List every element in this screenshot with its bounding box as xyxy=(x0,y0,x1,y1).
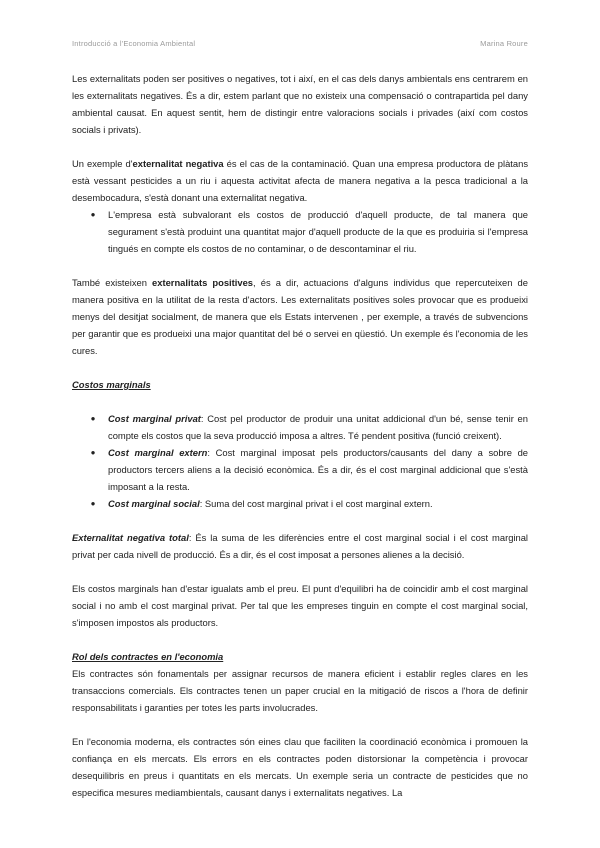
header-author: Marina Roure xyxy=(480,39,528,48)
document-body xyxy=(72,70,528,801)
negative-externality-list xyxy=(72,206,528,257)
paragraph-total-negative-externality: Externalitat negativa total: És la suma de les diferències entre el cost marginal social i el cost marginal privat per cada nivell de producció. És a dir, és el cost imposat a persones alienes a la decisió. xyxy=(72,532,528,560)
bullet-icon: ● xyxy=(90,414,96,423)
bullet-icon: ● xyxy=(90,499,96,508)
section-heading-rol-contractes: Rol dels contractes en l'economia xyxy=(72,651,224,662)
term-externalitats-positives: externalitats positives xyxy=(152,277,254,288)
paragraph-externalities-intro: Les externalitats poden ser positives o negatives, tot i així, en el cas dels danys ambientals ens centrarem en les externalitats negatives. És a dir, estem parlant que no existeix una compensació o contrapartida pel dany ambiental causat. En aquest sentit, hem de distingir entre valoracions socials i privades (així com costos socials i privats). xyxy=(72,73,528,135)
bullet-icon: ● xyxy=(90,448,96,457)
list-item: ● L'empresa està subvalorant els costos de producció d'aquell producte, de tal manera que segurament s'està produint una quantitat major d'aquell producte de la que es produiria si l'empresa tingués en compte els costos de no contaminar, o de descontaminar el riu. xyxy=(108,206,528,257)
term-externalitat-negativa: externalitat negativa xyxy=(132,158,224,169)
header-course-title: Introducció a l'Economia Ambiental xyxy=(72,39,196,48)
section-heading-costos-marginals: Costos marginals xyxy=(72,379,151,390)
list-item: ● Cost marginal social: Suma del cost marginal privat i el cost marginal extern. xyxy=(108,495,528,512)
paragraph-marginal-costs-equilibrium: Els costos marginals han d'estar igualats amb el preu. El punt d'equilibri ha de coincidir amb el cost marginal social i no amb el cost marginal privat. Per tal que les empreses tinguin en compte el cost marginal social, s'imposen impostos als productors. xyxy=(72,583,528,628)
paragraph-negative-externality: Un exemple d'externalitat negativa és el cas de la contaminació. Quan una empresa productora de plàtans està vessant pesticides a un riu i aquesta activitat afecta de manera negativa a la pesca tradicional a la desembocadura, s'està donant una externalitat negativa. xyxy=(72,158,529,203)
paragraph-contracts-role: Els contractes són fonamentals per assignar recursos de manera eficient i establir regles clares en les transaccions comercials. Els contractes tenen un paper crucial en la mitigació de riscos a l'hora de definir responsabilitats i garanties per totes les parts involucrades. xyxy=(72,668,528,713)
paragraph-positive-externality: També existeixen externalitats positives, és a dir, actuacions d'alguns individus que repercuteixen de manera positiva en la utilitat de la resta d'actors. Les externalitats positives soles provocar que es produeixi menys del desitjat socialment, de manera que els Estats intervenen , per exemple, a través de subvencions per garantir que es produeixi una major quantitat del bé o servei en qüestió. Un exemple és l'economia de les cures. xyxy=(72,277,528,356)
list-item: ● Cost marginal privat: Cost pel productor de produir una unitat addicional d'un bé, sense tenir en compte els costos que la seva producció imposa a altres. Té pendent positiva (funció creixent). xyxy=(108,410,528,444)
bullet-icon: ● xyxy=(90,210,96,219)
list-item: ● Cost marginal extern: Cost marginal imposat pels productors/causants del dany a sobre de productors tercers aliens a la decisió econòmica. És a dir, és el cost marginal addicional que s'està imposant a la resta. xyxy=(108,444,528,495)
marginal-costs-list xyxy=(72,410,528,512)
paragraph-contracts-modern-economy: En l'economia moderna, els contractes són eines clau que faciliten la coordinació econòmica i promouen la confiança en els mercats. Els errors en els contractes poden distorsionar la competència i provocar desequilibris en preus i quantitats en els mercats. Un exemple seria un contracte de pesticides que no especifica mesures mediambientals, causant danys i externalitats negatives. La xyxy=(72,736,528,798)
